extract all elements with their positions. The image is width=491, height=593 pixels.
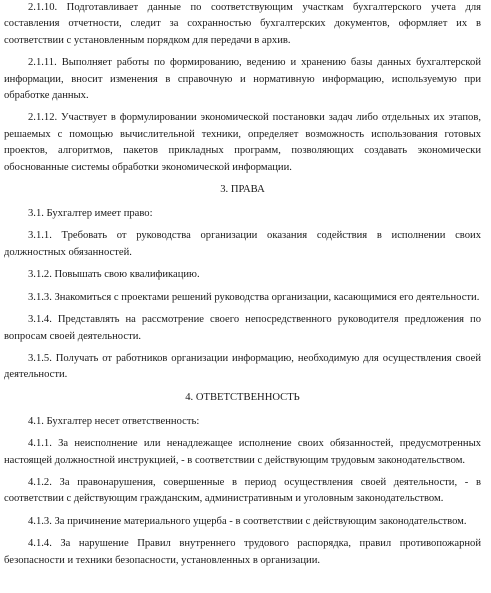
paragraph-4-1: 4.1. Бухгалтер несет ответственность: [28,415,200,427]
paragraph-2-1-12: 2.1.12. Участвует в формулировании экономической постановки задач либо отдельных их этапов, решаемых с помощью вычислительной техники, определяет возможность использования готовых проектов, алгоритмов, пакетов прикладных программ, позволяющих создавать экономически обоснованные системы обработки экономической информации. [4,112,481,173]
paragraph-3-1-4: 3.1.4. Представлять на рассмотрение своего непосредственного руководителя предложения по вопросам своей деятельности. [4,314,481,342]
paragraph-3-1: 3.1. Бухгалтер имеет право: [28,208,153,220]
paragraph-4-1-1: 4.1.1. За неисполнение или ненадлежащее исполнение своих обязанностей, предусмотренных настоящей должностной инструкцией, - в соответствии с действующим трудовым законодательством. [4,438,481,466]
paragraph-4-1-2: 4.1.2. За правонарушения, совершенные в период осуществления своей деятельности, - в соответствии с действующим гражданским, административным и уголовным законодательством. [4,476,481,505]
paragraph-2-1-11: 2.1.11. Выполняет работы по формированию, ведению и хранению базы данных бухгалтерской информации, вносит изменения в справочную и нормативную информацию, используемую при обработке данных. [4,57,481,102]
paragraph-3-1-1: 3.1.1. Требовать от руководства организации оказания содействия в исполнении своих должностных обязанностей. [4,230,481,258]
paragraph-3-1-2: 3.1.2. Повышать свою квалификацию. [28,269,200,281]
section-heading-responsibility: 4. ОТВЕТСТВЕННОСТЬ [185,391,300,403]
paragraph-3-1-3: 3.1.3. Знакомиться с проектами решений руководства организации, касающимися его деятельности. [28,291,480,303]
paragraph-4-1-3: 4.1.3. За причинение материального ущерба - в соответствии с действующим законодательством. [28,515,467,527]
paragraph-4-1-4: 4.1.4. За нарушение Правил внутреннего трудового распорядка, правил противопожарной безопасности и техники безопасности, установленных в организации. [4,538,481,566]
paragraph-2-1-10: 2.1.10. Подготавливает данные по соответствующим участкам бухгалтерского учета для составления отчетности, следит за сохранностью бухгалтерских документов, оформляет их в соответствии с установленным порядком для передачи в архив. [4,2,481,46]
paragraph-3-1-5: 3.1.5. Получать от работников организации информацию, необходимую для осуществления своей деятельности. [4,352,481,381]
section-heading-rights: 3. ПРАВА [220,184,265,196]
